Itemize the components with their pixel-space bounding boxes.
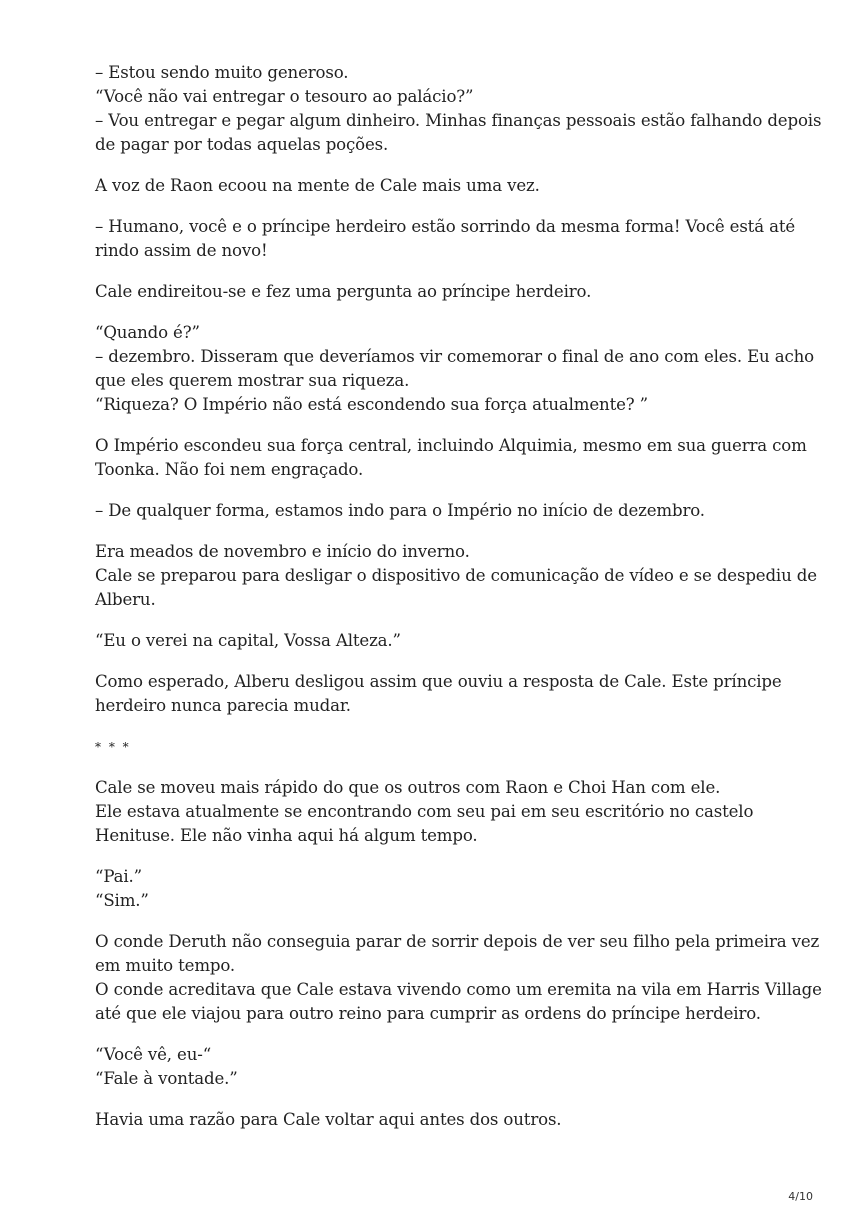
text-line: Cale se preparou para desligar o dispositivo de comunicação de vídeo e se despediu de xyxy=(95,566,817,585)
text-line: Havia uma razão para Cale voltar aqui antes dos outros. xyxy=(95,1110,562,1129)
paragraph xyxy=(95,1043,785,1091)
paragraph xyxy=(95,280,785,304)
paragraph xyxy=(95,776,785,848)
paragraph xyxy=(95,540,817,612)
text-line: – dezembro. Disseram que deveríamos vir comemorar o final de ano com eles. Eu acho xyxy=(95,347,814,366)
text-line: de pagar por todas aquelas poções. xyxy=(95,135,389,154)
document-body xyxy=(95,61,822,1149)
text-line: Ele estava atualmente se encontrando com seu pai em seu escritório no castelo xyxy=(95,802,754,821)
text-line: A voz de Raon ecoou na mente de Cale mais uma vez. xyxy=(95,176,540,195)
text-line: Era meados de novembro e início do inverno. xyxy=(95,542,470,561)
paragraph xyxy=(95,930,822,1026)
paragraph xyxy=(95,215,796,263)
text-line: O Império escondeu sua força central, incluindo Alquimia, mesmo em sua guerra com xyxy=(95,436,807,455)
text-line: “Riqueza? O Império não está escondendo sua força atualmente? ” xyxy=(95,395,648,414)
text-line: “Fale à vontade.” xyxy=(95,1069,238,1088)
text-line: “Você não vai entregar o tesouro ao palácio?” xyxy=(95,87,474,106)
paragraph xyxy=(95,499,785,523)
page-number: 4/10 xyxy=(788,1190,813,1203)
paragraph xyxy=(95,61,822,157)
text-line: que eles querem mostrar sua riqueza. xyxy=(95,371,410,390)
text-line: Toonka. Não foi nem engraçado. xyxy=(95,460,364,479)
text-line: Cale se moveu mais rápido do que os outros com Raon e Choi Han com ele. xyxy=(95,778,721,797)
paragraph xyxy=(95,1108,785,1132)
text-line: “Quando é?” xyxy=(95,323,200,342)
text-line: rindo assim de novo! xyxy=(95,241,268,260)
text-line: O conde acreditava que Cale estava vivendo como um eremita na vila em Harris Village xyxy=(95,980,822,999)
text-line: – De qualquer forma, estamos indo para o Império no início de dezembro. xyxy=(95,501,705,520)
text-line: Como esperado, Alberu desligou assim que ouviu a resposta de Cale. Este príncipe xyxy=(95,672,782,691)
text-line: até que ele viajou para outro reino para cumprir as ordens do príncipe herdeiro. xyxy=(95,1004,761,1023)
paragraph xyxy=(95,865,785,913)
text-line: Cale endireitou-se e fez uma pergunta ao príncipe herdeiro. xyxy=(95,282,592,301)
text-line: em muito tempo. xyxy=(95,956,236,975)
separator-text: * * * xyxy=(95,740,131,754)
text-line: herdeiro nunca parecia mudar. xyxy=(95,696,351,715)
paragraph xyxy=(95,174,785,198)
text-line: – Estou sendo muito generoso. xyxy=(95,63,349,82)
paragraph xyxy=(95,434,807,482)
text-line: – Humano, você e o príncipe herdeiro estão sorrindo da mesma forma! Você está até xyxy=(95,217,796,236)
text-line: O conde Deruth não conseguia parar de sorrir depois de ver seu filho pela primeira vez xyxy=(95,932,820,951)
text-line: “Você vê, eu-“ xyxy=(95,1045,212,1064)
text-line: “Pai.” xyxy=(95,867,142,886)
text-line: Alberu. xyxy=(95,590,156,609)
paragraph xyxy=(95,321,814,417)
text-line: “Eu o verei na capital, Vossa Alteza.” xyxy=(95,631,401,650)
text-line: Henituse. Ele não vinha aqui há algum tempo. xyxy=(95,826,478,845)
scene-separator xyxy=(95,735,785,759)
text-line: – Vou entregar e pegar algum dinheiro. Minhas finanças pessoais estão falhando depois xyxy=(95,111,822,130)
paragraph xyxy=(95,629,785,653)
paragraph xyxy=(95,670,785,718)
text-line: “Sim.” xyxy=(95,891,149,910)
